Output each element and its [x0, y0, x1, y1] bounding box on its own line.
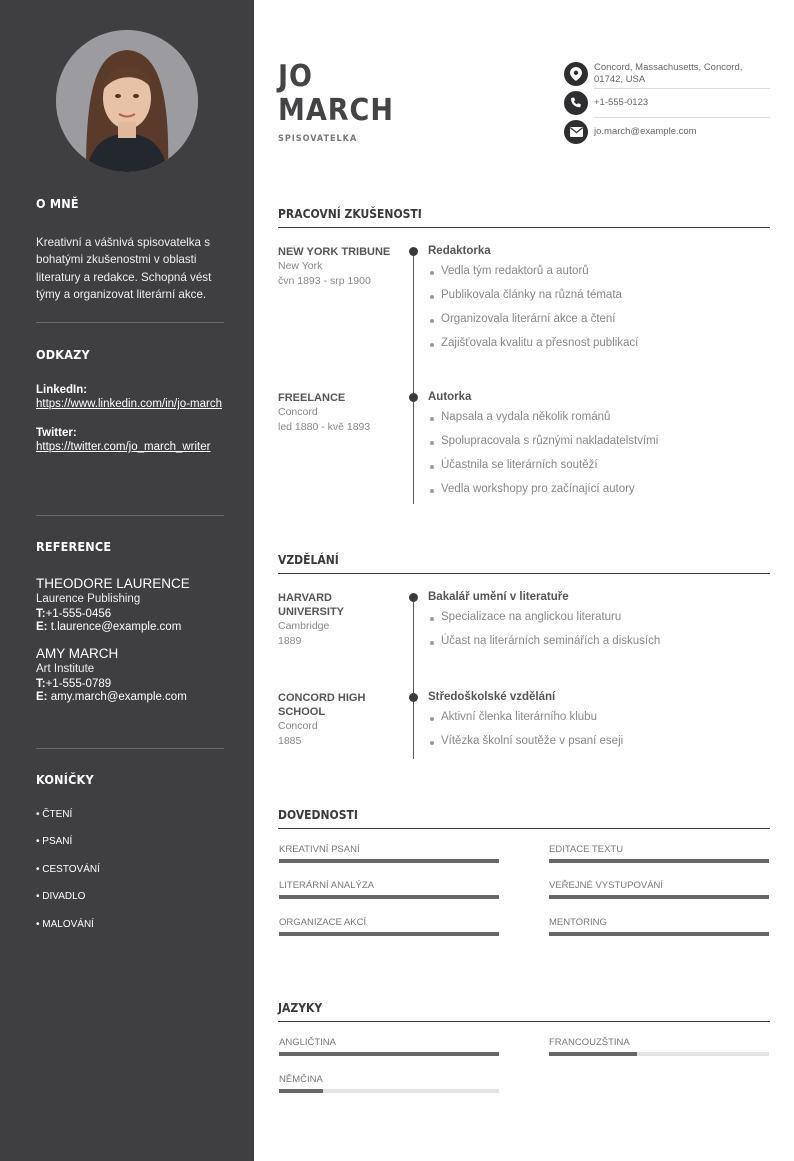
skill-name: KREATIVNÍ PSANÍ	[279, 844, 360, 855]
location-pin-icon	[564, 62, 588, 86]
education-title: VZDĚLÁNÍ	[278, 553, 339, 567]
reference-item	[36, 576, 224, 633]
profile-photo	[56, 30, 198, 172]
languages-title: JAZYKY	[278, 1001, 323, 1015]
reference-email: E: amy.march@example.com	[36, 691, 187, 703]
language-name: FRANCOUZŠTINA	[549, 1037, 630, 1048]
skill-name: EDITACE TEXTU	[549, 844, 624, 855]
experience-bullet: Zajišťovala kvalitu a přesnost publikací	[428, 337, 768, 353]
reference-name: AMY MARCH	[36, 646, 119, 661]
experience-bullet: Spolupracovala s různými nakladatelstvími	[428, 435, 768, 451]
experience-bullet: Organizovala literární akce a čtení	[428, 313, 768, 329]
language-item	[279, 1037, 499, 1056]
reference-phone: T:+1-555-0789	[36, 678, 112, 690]
timeline-dot	[409, 393, 418, 402]
timeline-dot	[409, 693, 418, 702]
experience-title: PRACOVNÍ ZKUŠENOSTI	[278, 207, 422, 221]
language-bar	[279, 1052, 499, 1056]
education-bullet: Vítězka školní soutěže v psaní eseji	[428, 735, 768, 751]
language-item	[549, 1037, 769, 1056]
hobbies-list	[36, 809, 224, 946]
section-rule	[278, 1021, 770, 1022]
experience-location: New York	[278, 260, 323, 272]
skill-name: ORGANIZACE AKCÍ	[279, 917, 367, 928]
reference-phone: T:+1-555-0456	[36, 608, 112, 620]
education-location: Cambridge	[278, 620, 330, 632]
skill-bar	[279, 932, 499, 936]
skill-bar	[549, 859, 769, 863]
education-org: HARVARD UNIVERSITY	[278, 592, 345, 618]
skills-title: DOVEDNOSTI	[278, 808, 358, 822]
reference-company: Laurence Publishing	[36, 593, 141, 605]
education-entry-detail	[428, 691, 768, 751]
skill-bar	[549, 895, 769, 899]
experience-org: NEW YORK TRIBUNE	[278, 246, 391, 258]
hobbies-title: KONÍČKY	[36, 772, 94, 787]
about-text: Kreativní a vášnivá spisovatelka s bohatými zkušenostmi v oblasti literatury a redakce. Schopná vést týmy a organizovat literární akce.	[36, 236, 212, 302]
references-section	[36, 539, 224, 703]
language-name: NĚMČINA	[279, 1074, 323, 1085]
hobby-item: • CESTOVÁNÍ	[36, 863, 100, 875]
hobby-item: • PSANÍ	[36, 836, 73, 848]
experience-dates: čvn 1893 - srp 1900	[278, 274, 371, 287]
skill-bar	[279, 859, 499, 863]
contact-phone: +1-555-0123	[564, 91, 770, 115]
language-bar-fill	[549, 1052, 637, 1056]
experience-entry-meta	[278, 391, 398, 434]
about-section	[36, 196, 224, 304]
skill-item	[279, 917, 499, 936]
about-title: O MNĚ	[36, 196, 79, 211]
reference-email: E: t.laurence@example.com	[36, 621, 182, 633]
timeline-line	[413, 597, 414, 692]
skill-item	[549, 917, 769, 936]
language-bar	[279, 1089, 499, 1093]
skill-name: VEŘEJNÉ VYSTUPOVÁNÍ	[549, 880, 664, 891]
experience-bullet: Publikovala články na různá témata	[428, 289, 768, 305]
linkedin-link[interactable]: https://www.linkedin.com/in/jo-march	[36, 398, 222, 410]
link-label: Twitter:	[36, 427, 77, 439]
contact-email: jo.march@example.com	[564, 120, 770, 144]
education-entry-meta	[278, 691, 398, 748]
education-dates: 1885	[278, 734, 302, 747]
phone-icon	[564, 91, 588, 115]
experience-entry-meta	[278, 245, 398, 288]
experience-bullet: Vedla workshopy pro začínající autory	[428, 483, 768, 499]
education-degree: Bakalář umění v literatuře	[428, 591, 569, 603]
reference-company: Art Institute	[36, 663, 95, 675]
reference-item	[36, 646, 224, 703]
skill-bar	[279, 895, 499, 899]
education-bullet: Účast na literárních seminářích a diskusích	[428, 635, 768, 651]
education-org: CONCORD HIGH SCHOOL	[278, 692, 366, 718]
hobby-item: • MALOVÁNÍ	[36, 918, 94, 930]
education-bullet: Aktivní členka literárního klubu	[428, 711, 768, 727]
hobbies-section	[36, 772, 224, 946]
experience-entry-detail	[428, 391, 768, 499]
section-rule	[278, 828, 770, 829]
education-dates: 1889	[278, 634, 302, 647]
section-rule	[278, 573, 770, 574]
hobby-item: • ČTENÍ	[36, 809, 73, 820]
skill-item	[279, 880, 499, 899]
experience-org: FREELANCE	[278, 392, 346, 404]
experience-bullet: Vedla tým redaktorů a autorů	[428, 265, 768, 281]
skill-name: LITERÁRNÍ ANALÝZA	[279, 880, 375, 891]
skill-item	[549, 844, 769, 863]
hobby-item: • DIVADLO	[36, 891, 86, 903]
person-name: JO MARCH	[278, 59, 394, 128]
contact-divider	[594, 88, 770, 89]
skill-bar-fill	[279, 932, 499, 936]
skill-bar-fill	[549, 859, 769, 863]
twitter-link[interactable]: https://twitter.com/jo_march_writer	[36, 441, 211, 453]
sidebar	[0, 0, 254, 1161]
skill-bar-fill	[549, 895, 769, 899]
timeline-line	[413, 692, 414, 759]
contact-address: Concord, Massachusetts, Concord, 01742, USA	[564, 62, 770, 86]
timeline-dot	[409, 247, 418, 256]
references-title: REFERENCE	[36, 539, 112, 554]
timeline-line	[413, 251, 414, 371]
section-rule	[278, 227, 770, 228]
experience-role: Redaktorka	[428, 245, 491, 257]
language-bar-fill	[279, 1089, 323, 1093]
experience-location: Concord	[278, 406, 318, 418]
sidebar-divider	[36, 748, 224, 749]
experience-role: Autorka	[428, 391, 472, 403]
education-entry-detail	[428, 591, 768, 651]
links-title: ODKAZY	[36, 347, 90, 362]
contact-divider	[594, 117, 770, 118]
job-title: SPISOVATELKA	[278, 134, 358, 144]
links-section	[36, 347, 224, 455]
link-item-twitter	[36, 427, 224, 455]
sidebar-divider	[36, 322, 224, 323]
skill-bar-fill	[279, 859, 499, 863]
education-bullet: Specializace na anglickou literaturu	[428, 611, 768, 627]
experience-dates: led 1880 - kvě 1893	[278, 420, 371, 433]
sidebar-divider	[36, 515, 224, 516]
language-bar-fill	[279, 1052, 499, 1056]
link-item-linkedin	[36, 384, 224, 412]
link-label: LinkedIn:	[36, 384, 88, 396]
experience-entry-detail	[428, 245, 768, 353]
skill-bar-fill	[279, 895, 499, 899]
language-bar	[549, 1052, 769, 1056]
language-name: ANGLIČTINA	[279, 1037, 337, 1048]
skill-bar	[549, 932, 769, 936]
education-entry-meta	[278, 591, 398, 648]
education-degree: Středoškolské vzdělání	[428, 691, 556, 703]
skill-item	[549, 880, 769, 899]
skill-bar-fill	[549, 932, 769, 936]
experience-bullet: Napsala a vydala několik románů	[428, 411, 768, 427]
timeline-dot	[409, 593, 418, 602]
language-item	[279, 1074, 499, 1093]
experience-bullet: Účastnila se literárních soutěží	[428, 459, 768, 475]
envelope-icon	[564, 120, 588, 144]
skill-item	[279, 844, 499, 863]
reference-name: THEODORE LAURENCE	[36, 576, 190, 591]
timeline-line	[413, 371, 414, 504]
education-location: Concord	[278, 720, 318, 732]
skill-name: MENTORING	[549, 917, 607, 928]
